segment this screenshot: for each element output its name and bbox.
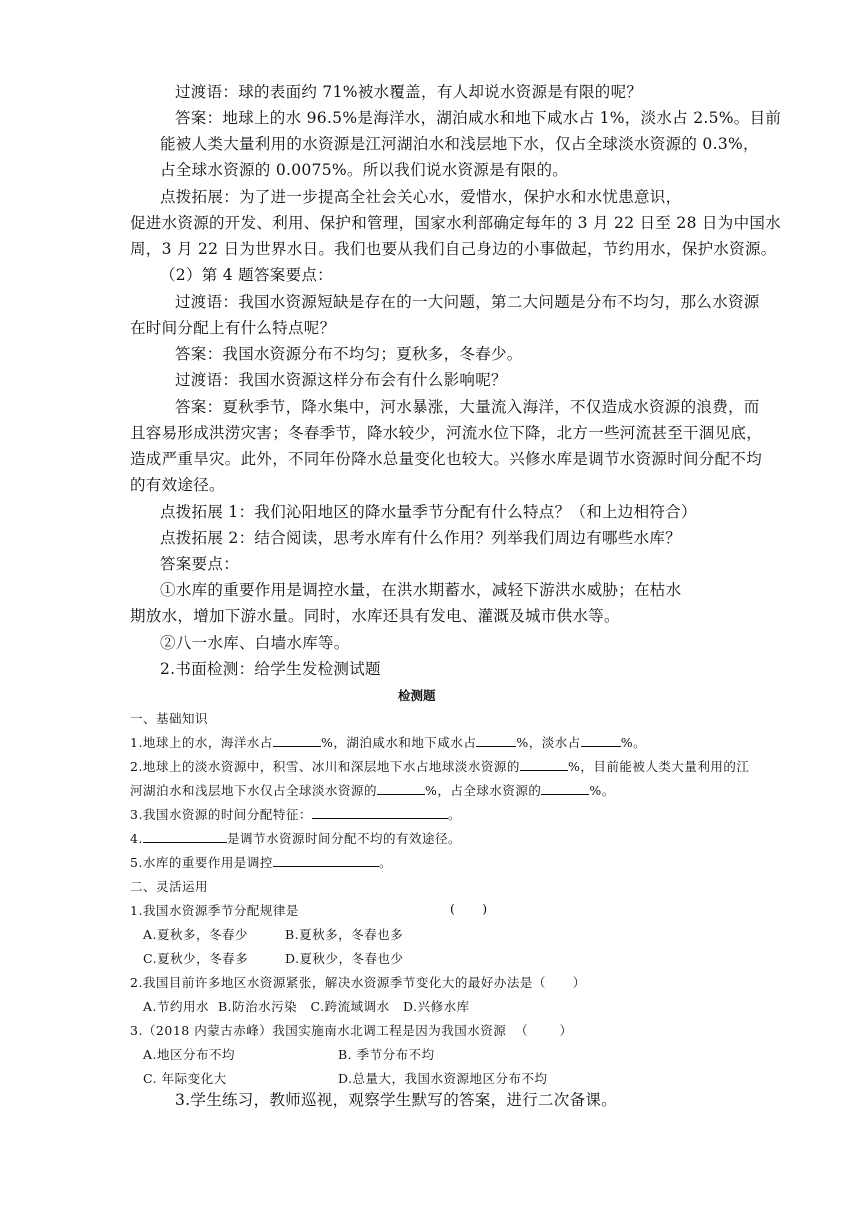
test-title: 检测题: [398, 688, 436, 703]
option-c: C.夏秋少，冬春多: [143, 951, 249, 966]
text-line: 且容易形成洪涝灾害；冬春季节，降水较少，河流水位下降，北方一些河流甚至干涸见底，: [130, 424, 763, 442]
question-text: 河湖泊水和浅层地下水仅占全球淡水资源的: [130, 783, 378, 798]
text-line: 答案：我国水资源分布不均匀；夏秋多，冬春少。: [175, 345, 523, 363]
option-d: D.夏秋少，冬春也少: [285, 951, 404, 966]
answer-blank: [581, 734, 621, 747]
section-heading: 二、灵活运用: [130, 879, 209, 894]
question-text: 。: [447, 807, 461, 822]
text-line: 在时间分配上有什么特点呢？: [130, 319, 336, 337]
question-text: 1.地球上的水，海洋水占: [130, 735, 273, 750]
text-line: 占全球水资源的 0.0075%。所以我们说水资源是有限的。: [160, 161, 569, 179]
text-line: 期放水，增加下游水量。同时，水库还具有发电、灌溉及城市供水等。: [130, 607, 620, 625]
question-text: 5.水库的重要作用是调控: [130, 855, 273, 870]
question-text: 4.: [130, 831, 143, 846]
question-text: %，淡水占: [516, 735, 581, 750]
question-2-cont: [130, 781, 615, 799]
option-c: C. 年际变化大: [143, 1071, 227, 1086]
text-line: ①水库的重要作用是调控水量，在洪水期蓄水，减轻下游洪水威胁；在枯水: [160, 581, 682, 599]
text-line: 点拨拓展 2：结合阅读，思考水库有什么作用？列举我们周边有哪些水库？: [160, 529, 681, 547]
text-line: 答案：地球上的水 96.5%是海洋水，湖泊咸水和地下咸水占 1%，淡水占 2.5%。目前: [175, 109, 782, 127]
question-text: %。: [620, 735, 647, 750]
question-text: 3.我国水资源的时间分配特征：: [130, 807, 312, 822]
answer-blank: [273, 854, 379, 867]
question-1: [130, 733, 646, 751]
option-a: A.夏秋多，冬春少: [143, 927, 249, 942]
option-d: D.总量大，我国水资源地区分布不均: [338, 1071, 548, 1086]
mc-question-1: 1.我国水资源季节分配规律是: [130, 903, 299, 918]
answer-blank: [520, 758, 568, 771]
text-line: 促进水资源的开发、利用、保护和管理，国家水利部确定每年的 3 月 22 日至 28 日为中国水: [130, 214, 781, 232]
question-text: %，目前能被人类大量利用的江: [567, 759, 750, 774]
text-line: 过渡语：我国水资源这样分布会有什么影响呢？: [175, 371, 507, 389]
mc-question-3: 3.（2018 内蒙古赤峰）我国实施南水北调工程是因为我国水资源 （ ）: [130, 1023, 573, 1038]
text-line: 周，3 月 22 日为世界水日。我们也要从我们自己身边的小事做起，节约用水，保护水资源。: [130, 240, 777, 258]
question-text: %，占全球水资源的: [425, 783, 542, 798]
answer-paren: ( ): [450, 901, 488, 916]
answer-blank: [476, 734, 516, 747]
options-row: A.节约用水 B.防治水污染 C.跨流域调水 D.兴修水库: [143, 999, 470, 1014]
answer-blank: [143, 830, 227, 843]
question-text: 是调节水资源时间分配不均的有效途径。: [226, 831, 461, 846]
option-b: B. 季节分布不均: [338, 1047, 435, 1062]
text-line: 过渡语：球的表面约 71%被水覆盖，有人却说水资源是有限的呢？: [175, 83, 643, 101]
question-5: [130, 853, 392, 871]
answer-blank: [377, 782, 425, 795]
text-line: 过渡语：我国水资源短缺是存在的一大问题，第二大问题是分布不均匀，那么水资源: [175, 293, 760, 311]
question-4: [130, 829, 461, 847]
section-heading: 一、基础知识: [130, 711, 209, 726]
question-text: %，湖泊咸水和地下咸水占: [320, 735, 477, 750]
option-a: A.地区分布不均: [143, 1047, 236, 1062]
text-line: 3.学生练习，教师巡视，观察学生默写的答案，进行二次备课。: [175, 1091, 617, 1109]
text-line: 点拨拓展 1：我们沁阳地区的降水量季节分配有什么特点？（和上边相符合）: [160, 503, 697, 521]
text-line: 能被人类大量利用的水资源是江河湖泊水和浅层地下水，仅占全球淡水资源的 0.3%，: [160, 135, 759, 153]
answer-blank: [273, 734, 321, 747]
text-line: 点拨拓展：为了进一步提高全社会关心水，爱惜水，保护水和水忧患意识，: [160, 188, 682, 206]
option-b: B.夏秋多，冬春也多: [285, 927, 404, 942]
question-text: 。: [378, 855, 392, 870]
text-line: 造成严重旱灾。此外，不同年份降水总量变化也较大。兴修水库是调节水资源时间分配不均: [130, 450, 763, 468]
question-2: [130, 757, 749, 775]
answer-blank: [541, 782, 589, 795]
text-line: 的有效途径。: [130, 476, 225, 494]
text-line: 答案要点：: [160, 555, 240, 573]
text-line: 答案：夏秋季节，降水集中，河水暴涨，大量流入海洋，不仅造成水资源的浪费，而: [175, 398, 760, 416]
question-text: 2.地球上的淡水资源中，积雪、冰川和深层地下水占地球淡水资源的: [130, 759, 520, 774]
answer-blank: [312, 806, 448, 819]
text-line: （2）第 4 题答案要点：: [160, 266, 333, 284]
text-line: 2.书面检测：给学生发检测试题: [160, 660, 381, 678]
question-text: %。: [589, 783, 615, 798]
text-line: ②八一水库、白墙水库等。: [160, 634, 350, 652]
question-3: [130, 805, 461, 823]
mc-question-2: 2.我国目前许多地区水资源紧张，解决水资源季节变化大的最好办法是（ ）: [130, 975, 586, 990]
